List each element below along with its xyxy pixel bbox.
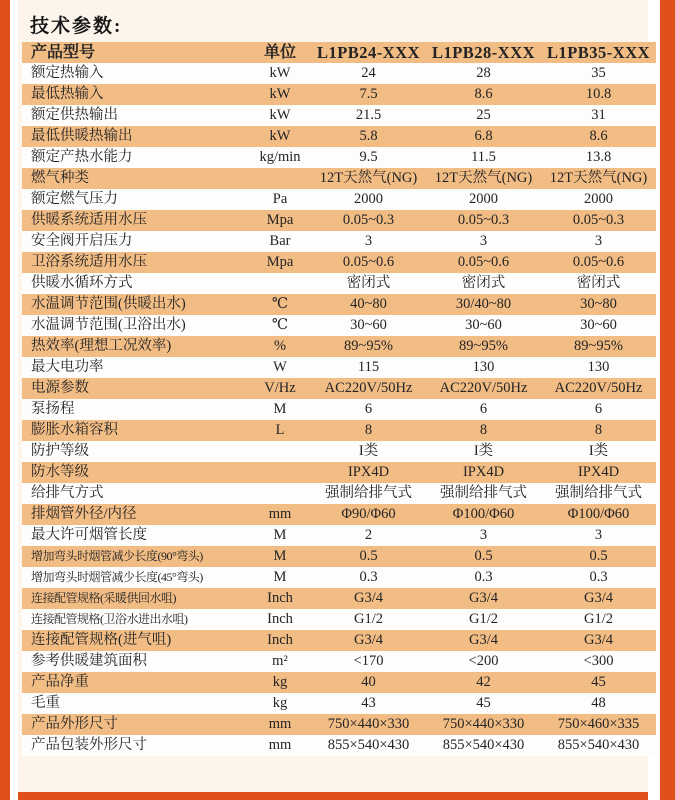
spec-value-cell: G1/2 bbox=[354, 611, 383, 627]
spec-value-cell: G3/4 bbox=[469, 590, 498, 606]
spec-unit-cell: Inch bbox=[267, 590, 293, 606]
spec-unit-cell: ℃ bbox=[271, 317, 289, 333]
spec-value-cell: 40~80 bbox=[350, 296, 387, 312]
right-accent-bar bbox=[660, 0, 675, 800]
spec-name-cell: 额定热输入 bbox=[31, 65, 104, 81]
spec-value-cell: <170 bbox=[353, 653, 384, 669]
spec-value-cell: G3/4 bbox=[469, 632, 498, 648]
spec-value-cell: Φ100/Φ60 bbox=[567, 506, 630, 522]
spec-value-cell: I类 bbox=[358, 443, 379, 459]
page-title: 技术参数: bbox=[30, 16, 123, 37]
spec-value-cell: 30~60 bbox=[580, 317, 617, 333]
spec-name-cell: 防护等级 bbox=[31, 443, 89, 459]
spec-unit-cell: kW bbox=[269, 65, 291, 81]
table-row bbox=[22, 63, 656, 84]
spec-value-cell: 2000 bbox=[584, 191, 613, 207]
spec-unit-cell: mm bbox=[268, 506, 292, 522]
spec-value-cell: 45 bbox=[591, 674, 606, 690]
table-row bbox=[22, 336, 656, 357]
spec-value-cell: 43 bbox=[361, 695, 376, 711]
spec-value-cell: 750×440×330 bbox=[327, 716, 410, 732]
spec-value-cell: IPX4D bbox=[347, 464, 390, 480]
spec-value-cell: 0.5 bbox=[589, 548, 608, 564]
spec-value-cell: 24 bbox=[361, 65, 376, 81]
spec-value-cell: 89~95% bbox=[459, 338, 508, 354]
spec-unit-cell: kg bbox=[272, 674, 288, 690]
spec-name-cell: 热效率(理想工况效率) bbox=[31, 338, 172, 354]
table-row bbox=[22, 252, 656, 273]
spec-value-cell: AC220V/50Hz bbox=[554, 380, 643, 396]
bottom-accent-bar bbox=[18, 792, 648, 800]
spec-value-cell: 750×440×330 bbox=[442, 716, 525, 732]
spec-name-cell: 供暖水循环方式 bbox=[31, 275, 133, 291]
spec-name-cell: 增加弯头时烟管减少长度(90°弯头) bbox=[31, 549, 203, 563]
left-accent-bar bbox=[0, 0, 10, 800]
spec-name-cell: 排烟管外径/内径 bbox=[31, 506, 137, 522]
spec-name-cell: 额定燃气压力 bbox=[31, 191, 118, 207]
spec-unit-cell: M bbox=[273, 527, 287, 543]
spec-value-cell: 9.5 bbox=[359, 149, 378, 165]
table-row bbox=[22, 651, 656, 672]
table-row bbox=[22, 231, 656, 252]
spec-unit-cell: Pa bbox=[272, 191, 288, 207]
spec-value-cell: 45 bbox=[476, 695, 491, 711]
spec-unit-cell: kg bbox=[272, 695, 288, 711]
spec-name-cell: 水温调节范围(卫浴出水) bbox=[31, 317, 186, 333]
spec-value-cell: 115 bbox=[357, 359, 380, 375]
spec-name-cell: 泵扬程 bbox=[31, 401, 75, 417]
content-panel bbox=[18, 0, 651, 800]
spec-value-cell: IPX4D bbox=[462, 464, 505, 480]
table-row bbox=[22, 168, 656, 189]
spec-name-cell: 最低热输入 bbox=[31, 86, 104, 102]
table-row bbox=[22, 378, 656, 399]
spec-value-cell: 855×540×430 bbox=[327, 737, 410, 753]
spec-value-cell: 8.6 bbox=[589, 128, 608, 144]
spec-value-cell: 0.5 bbox=[359, 548, 378, 564]
spec-value-cell: 3 bbox=[594, 527, 603, 543]
spec-unit-cell bbox=[249, 168, 311, 189]
spec-value-cell: 12T天然气(NG) bbox=[319, 170, 418, 186]
spec-value-cell: 8 bbox=[364, 422, 373, 438]
spec-value-cell: 0.05~0.3 bbox=[342, 212, 395, 228]
spec-value-cell: 130 bbox=[472, 359, 495, 375]
spec-table-body bbox=[22, 63, 656, 756]
table-row bbox=[22, 420, 656, 441]
spec-value-cell: 0.05~0.3 bbox=[457, 212, 510, 228]
spec-unit-cell: L bbox=[275, 422, 285, 438]
header-unit: 单位 bbox=[263, 44, 296, 61]
spec-value-cell: I类 bbox=[473, 443, 494, 459]
spec-value-cell: 40 bbox=[361, 674, 376, 690]
spec-value-cell: 48 bbox=[591, 695, 606, 711]
table-row bbox=[22, 546, 656, 567]
table-row bbox=[22, 588, 656, 609]
spec-table bbox=[22, 42, 656, 756]
spec-value-cell: 7.5 bbox=[359, 86, 378, 102]
spec-value-cell: 2000 bbox=[354, 191, 383, 207]
spec-value-cell: 0.5 bbox=[474, 548, 493, 564]
spec-value-cell: Φ90/Φ60 bbox=[341, 506, 396, 522]
table-row bbox=[22, 210, 656, 231]
spec-value-cell: 3 bbox=[479, 233, 488, 249]
spec-value-cell: G1/2 bbox=[469, 611, 498, 627]
spec-value-cell: AC220V/50Hz bbox=[324, 380, 413, 396]
spec-unit-cell: V/Hz bbox=[264, 380, 296, 396]
spec-value-cell: 0.3 bbox=[359, 569, 378, 585]
spec-unit-cell: kW bbox=[269, 128, 291, 144]
spec-unit-cell: Mpa bbox=[266, 254, 294, 270]
spec-name-cell: 产品净重 bbox=[31, 674, 89, 690]
spec-value-cell: G3/4 bbox=[354, 590, 383, 606]
spec-unit-cell: Inch bbox=[267, 632, 293, 648]
spec-value-cell: 12T天然气(NG) bbox=[549, 170, 648, 186]
spec-name-cell: 膨胀水箱容积 bbox=[31, 422, 118, 438]
spec-value-cell: 密闭式 bbox=[576, 275, 621, 291]
spec-name-cell: 连接配管规格(采暖供回水咀) bbox=[31, 591, 176, 605]
spec-unit-cell bbox=[249, 441, 311, 462]
spec-value-cell: 31 bbox=[591, 107, 606, 123]
spec-unit-cell: m² bbox=[272, 653, 288, 669]
spec-value-cell: 13.8 bbox=[585, 149, 612, 165]
spec-value-cell: 30/40~80 bbox=[455, 296, 512, 312]
spec-unit-cell: Bar bbox=[269, 233, 291, 249]
spec-unit-cell bbox=[249, 462, 311, 483]
spec-value-cell: 750×460×335 bbox=[557, 716, 640, 732]
spec-value-cell: Φ100/Φ60 bbox=[452, 506, 515, 522]
spec-value-cell: 6.8 bbox=[474, 128, 493, 144]
spec-value-cell: I类 bbox=[588, 443, 609, 459]
spec-value-cell: 2000 bbox=[469, 191, 498, 207]
spec-value-cell: 0.05~0.6 bbox=[457, 254, 510, 270]
spec-name-cell: 增加弯头时烟管减少长度(45°弯头) bbox=[31, 570, 203, 584]
spec-value-cell: 25 bbox=[476, 107, 491, 123]
spec-value-cell: 89~95% bbox=[344, 338, 393, 354]
spec-unit-cell: % bbox=[273, 338, 287, 354]
table-row bbox=[22, 189, 656, 210]
spec-name-cell: 毛重 bbox=[31, 695, 60, 711]
spec-value-cell: 30~80 bbox=[580, 296, 617, 312]
spec-value-cell: 0.3 bbox=[589, 569, 608, 585]
table-row bbox=[22, 714, 656, 735]
spec-value-cell: 3 bbox=[364, 233, 373, 249]
spec-value-cell: 30~60 bbox=[350, 317, 387, 333]
spec-name-cell: 产品外形尺寸 bbox=[31, 716, 118, 732]
spec-name-cell: 参考供暖建筑面积 bbox=[31, 653, 147, 669]
spec-value-cell: 3 bbox=[594, 233, 603, 249]
table-row bbox=[22, 84, 656, 105]
spec-value-cell: 密闭式 bbox=[346, 275, 391, 291]
spec-unit-cell: M bbox=[273, 569, 287, 585]
spec-name-cell: 水温调节范围(供暖出水) bbox=[31, 296, 186, 312]
spec-name-cell: 防水等级 bbox=[31, 464, 89, 480]
spec-value-cell: 0.05~0.6 bbox=[572, 254, 625, 270]
spec-value-cell: G1/2 bbox=[584, 611, 613, 627]
spec-unit-cell: kg/min bbox=[259, 149, 301, 165]
header-model-1: L1PB24-XXX bbox=[316, 43, 421, 62]
spec-value-cell: 11.5 bbox=[471, 149, 496, 165]
table-row bbox=[22, 504, 656, 525]
spec-name-cell: 连接配管规格(卫浴水进出水咀) bbox=[31, 612, 188, 626]
spec-value-cell: 0.05~0.6 bbox=[342, 254, 395, 270]
table-row bbox=[22, 105, 656, 126]
spec-value-cell: 855×540×430 bbox=[442, 737, 525, 753]
table-row bbox=[22, 441, 656, 462]
spec-value-cell: 6 bbox=[479, 401, 488, 417]
spec-value-cell: 30~60 bbox=[465, 317, 502, 333]
spec-name-cell: 产品包装外形尺寸 bbox=[31, 737, 147, 753]
spec-unit-cell: ℃ bbox=[271, 296, 289, 312]
table-row bbox=[22, 147, 656, 168]
spec-value-cell: 8.6 bbox=[474, 86, 493, 102]
spec-unit-cell bbox=[249, 273, 311, 294]
spec-unit-cell: mm bbox=[268, 737, 292, 753]
header-model-3: L1PB35-XXX bbox=[546, 43, 651, 62]
spec-name-cell: 额定供热输出 bbox=[31, 107, 118, 123]
spec-value-cell: 6 bbox=[594, 401, 603, 417]
spec-value-cell: 35 bbox=[591, 65, 606, 81]
spec-value-cell: 5.8 bbox=[359, 128, 378, 144]
spec-value-cell: 8 bbox=[594, 422, 603, 438]
spec-unit-cell: Mpa bbox=[266, 212, 294, 228]
spec-unit-cell: M bbox=[273, 401, 287, 417]
spec-name-cell: 连接配管规格(进气咀) bbox=[31, 632, 172, 648]
spec-value-cell: AC220V/50Hz bbox=[439, 380, 528, 396]
spec-value-cell: <200 bbox=[468, 653, 499, 669]
table-row bbox=[22, 315, 656, 336]
spec-value-cell: 0.3 bbox=[474, 569, 493, 585]
table-row bbox=[22, 609, 656, 630]
spec-name-cell: 卫浴系统适用水压 bbox=[31, 254, 147, 270]
spec-value-cell: 10.8 bbox=[585, 86, 612, 102]
spec-value-cell: 42 bbox=[476, 674, 491, 690]
table-row bbox=[22, 462, 656, 483]
table-row bbox=[22, 399, 656, 420]
spec-value-cell: 3 bbox=[479, 527, 488, 543]
spec-unit-cell: M bbox=[273, 548, 287, 564]
table-header-row bbox=[22, 42, 656, 63]
header-model-2: L1PB28-XXX bbox=[431, 43, 536, 62]
spec-value-cell: 855×540×430 bbox=[557, 737, 640, 753]
spec-value-cell: 21.5 bbox=[355, 107, 382, 123]
spec-name-cell: 最大许可烟管长度 bbox=[31, 527, 147, 543]
spec-value-cell: 强制给排气式 bbox=[440, 485, 527, 501]
spec-name-cell: 给排气方式 bbox=[31, 485, 104, 501]
spec-value-cell: 8 bbox=[479, 422, 488, 438]
spec-value-cell: G3/4 bbox=[584, 590, 613, 606]
table-row bbox=[22, 483, 656, 504]
spec-value-cell: 2 bbox=[364, 527, 373, 543]
spec-unit-cell: kW bbox=[269, 86, 291, 102]
spec-name-cell: 电源参数 bbox=[31, 380, 89, 396]
table-row bbox=[22, 693, 656, 714]
spec-name-cell: 安全阀开启压力 bbox=[31, 233, 133, 249]
table-row bbox=[22, 357, 656, 378]
table-row bbox=[22, 273, 656, 294]
spec-value-cell: 0.05~0.3 bbox=[572, 212, 625, 228]
spec-value-cell: 6 bbox=[364, 401, 373, 417]
spec-unit-cell: kW bbox=[269, 107, 291, 123]
spec-value-cell: IPX4D bbox=[577, 464, 620, 480]
table-row bbox=[22, 630, 656, 651]
table-row bbox=[22, 735, 656, 756]
spec-unit-cell: mm bbox=[268, 716, 292, 732]
spec-value-cell: 强制给排气式 bbox=[325, 485, 412, 501]
spec-name-cell: 额定产热水能力 bbox=[31, 149, 133, 165]
table-row bbox=[22, 672, 656, 693]
spec-value-cell: 密闭式 bbox=[461, 275, 506, 291]
spec-name-cell: 最大电功率 bbox=[31, 359, 104, 375]
spec-value-cell: <300 bbox=[583, 653, 614, 669]
spec-name-cell: 最低供暖热输出 bbox=[31, 128, 133, 144]
spec-value-cell: 12T天然气(NG) bbox=[434, 170, 533, 186]
spec-name-cell: 供暖系统适用水压 bbox=[31, 212, 147, 228]
table-row bbox=[22, 567, 656, 588]
spec-value-cell: 28 bbox=[476, 65, 491, 81]
spec-unit-cell: Inch bbox=[267, 611, 293, 627]
table-row bbox=[22, 294, 656, 315]
spec-value-cell: G3/4 bbox=[584, 632, 613, 648]
table-row bbox=[22, 126, 656, 147]
header-product-model: 产品型号 bbox=[31, 44, 96, 61]
spec-value-cell: 强制给排气式 bbox=[555, 485, 642, 501]
spec-value-cell: 130 bbox=[587, 359, 610, 375]
spec-value-cell: G3/4 bbox=[354, 632, 383, 648]
spec-unit-cell bbox=[249, 483, 311, 504]
spec-name-cell: 燃气种类 bbox=[31, 170, 89, 186]
spec-value-cell: 89~95% bbox=[574, 338, 623, 354]
spec-unit-cell: W bbox=[273, 359, 287, 375]
table-row bbox=[22, 525, 656, 546]
